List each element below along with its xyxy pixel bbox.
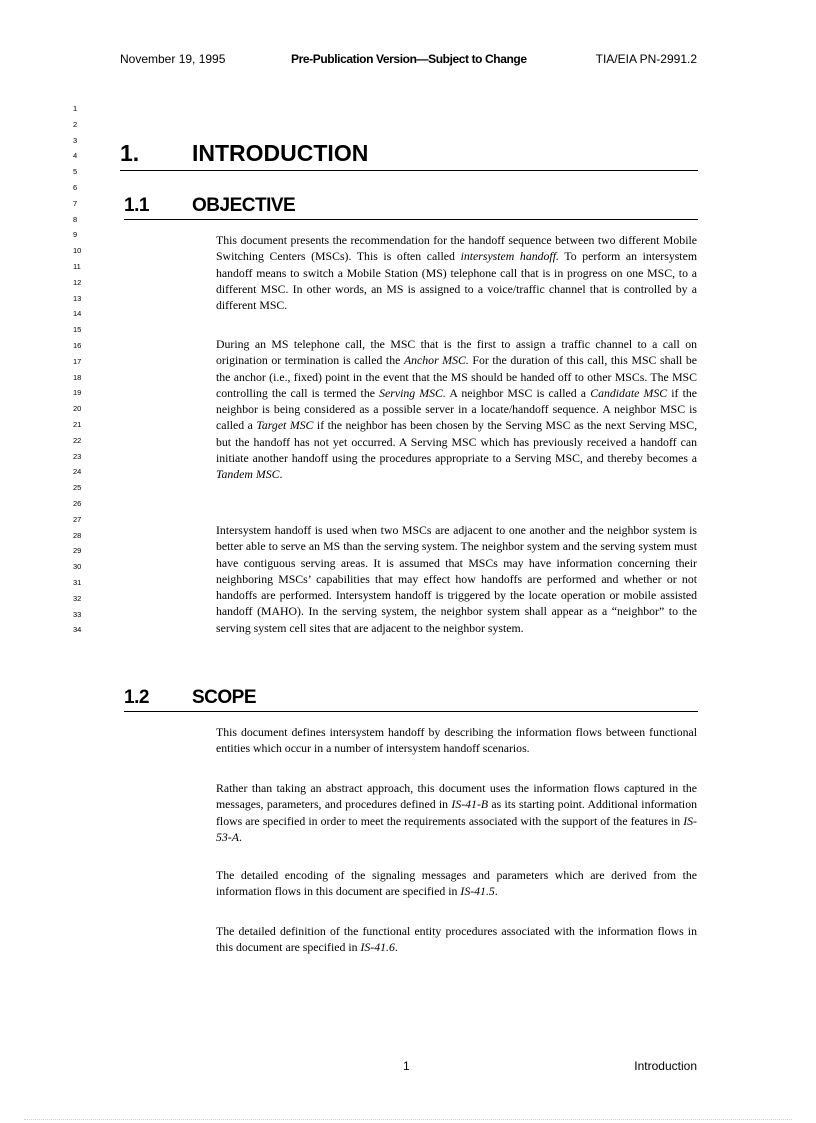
scope-paragraph-4: The detailed definition of the functional entity procedures associated with the information flows in this document are specified in IS-41.6. bbox=[216, 924, 697, 955]
line-number: 34 bbox=[73, 625, 82, 635]
line-number: 33 bbox=[73, 609, 82, 619]
header-version: Pre-Publication Version—Subject to Change bbox=[291, 52, 527, 66]
subsection-heading-objective bbox=[124, 195, 698, 220]
line-number: 19 bbox=[73, 388, 82, 398]
line-number: 30 bbox=[73, 562, 82, 572]
line-number: 10 bbox=[73, 246, 82, 256]
line-number: 5 bbox=[73, 167, 78, 177]
line-number: 1 bbox=[73, 104, 78, 113]
line-number: 28 bbox=[73, 530, 82, 540]
line-numbers bbox=[73, 101, 93, 638]
page-edge-divider bbox=[24, 1119, 792, 1120]
line-number: 24 bbox=[73, 467, 82, 477]
line-number: 12 bbox=[73, 277, 82, 287]
line-number: 27 bbox=[73, 514, 82, 524]
footer-page-number: 1 bbox=[403, 1059, 410, 1073]
line-number: 3 bbox=[73, 135, 78, 145]
line-number: 20 bbox=[73, 404, 82, 414]
subsection-number: 1.1 bbox=[124, 195, 149, 216]
line-number: 32 bbox=[73, 593, 82, 603]
scope-paragraph-3: The detailed encoding of the signaling messages and parameters which are derived from the information flows in this document are specified in IS-41.5. bbox=[216, 868, 697, 899]
subsection-number: 1.2 bbox=[124, 687, 149, 708]
scope-paragraph-2: Rather than taking an abstract approach, this document uses the information flows captured in the messages, parameters, and procedures defined in IS-41-B as its starting point. Additional information flows are specified in order to meet the requirements associated with the support of the features in IS-53-A. bbox=[216, 781, 697, 844]
line-number: 14 bbox=[73, 309, 82, 319]
line-number: 15 bbox=[73, 325, 82, 335]
objective-paragraph-3: Intersystem handoff is used when two MSCs are adjacent to one another and the neighbor system is better able to serve an MS than the serving system. The neighbor system and the serving system must have contiguous serving areas. It is assumed that MSCs may have information concerning their neighboring MSCs’ capabilities that may effect how handoffs are performed and whether or not handoffs are performed. Intersystem handoff is triggered by the locate operation or mobile assisted handoff (MAHO). In the serving system, the neighbor system shall appear as a “neighbor” to the serving system cell sites that are adjacent to the neighbor system. bbox=[216, 523, 697, 635]
line-number: 8 bbox=[73, 214, 78, 224]
line-number: 26 bbox=[73, 498, 82, 508]
subsection-title: OBJECTIVE bbox=[192, 195, 296, 216]
line-number: 13 bbox=[73, 293, 82, 303]
section-heading-introduction bbox=[120, 140, 698, 171]
line-number: 2 bbox=[73, 119, 78, 129]
line-number: 11 bbox=[73, 261, 81, 271]
line-number: 22 bbox=[73, 435, 82, 445]
line-number: 29 bbox=[73, 546, 82, 556]
subsection-heading-scope bbox=[124, 687, 698, 712]
line-number: 6 bbox=[73, 182, 78, 192]
objective-paragraph-1: This document presents the recommendation for the handoff sequence between two different Mobile Switching Centers (MSCs). This is often called intersystem handoff. To perform an intersystem handoff means to switch a Mobile Station (MS) telephone call that is in progress on one MSC, to a different MSC. In other words, an MS is assigned to a voice/traffic channel that is controlled by a different MSC. bbox=[216, 233, 698, 313]
scope-paragraph-1: This document defines intersystem handoff by describing the information flows between functional entities which occur in a number of intersystem handoff scenarios. bbox=[216, 725, 697, 756]
header-doc-id: TIA/EIA PN-2991.2 bbox=[595, 52, 697, 66]
line-number: 31 bbox=[73, 577, 82, 587]
header-date: November 19, 1995 bbox=[120, 52, 226, 66]
line-number: 4 bbox=[73, 151, 78, 161]
line-number: 16 bbox=[73, 340, 82, 350]
line-number: 23 bbox=[73, 451, 82, 461]
line-number: 18 bbox=[73, 372, 82, 382]
objective-paragraph-2: During an MS telephone call, the MSC that is the first to assign a traffic channel to a call on origination or termination is called the Anchor MSC. For the duration of this call, this MSC shall be the anchor (i.e., fixed) point in the event that the MS should be handed off to other MSCs. The MSC controlling the call is termed the Serving MSC. A neighbor MSC is called a Candidate MSC if the neighbor is being considered as a possible server in a locate/handoff sequence. A neighbor MSC is called a Target MSC if the neighbor has been chosen by the Serving MSC as the next Serving MSC, but the handoff has not yet occurred. A Serving MSC which has previously received a handoff can initiate another handoff using the procedures appropriate to a Serving MSC, and thereby becomes a Tandem MSC. bbox=[216, 337, 698, 482]
section-number: 1. bbox=[120, 140, 140, 166]
line-number: 25 bbox=[73, 483, 82, 493]
subsection-title: SCOPE bbox=[192, 687, 257, 708]
line-number: 17 bbox=[73, 356, 82, 366]
line-number: 7 bbox=[73, 198, 78, 208]
line-number: 9 bbox=[73, 230, 78, 240]
footer-section-name: Introduction bbox=[634, 1059, 697, 1073]
line-number: 21 bbox=[73, 419, 82, 429]
section-title: INTRODUCTION bbox=[192, 140, 369, 166]
